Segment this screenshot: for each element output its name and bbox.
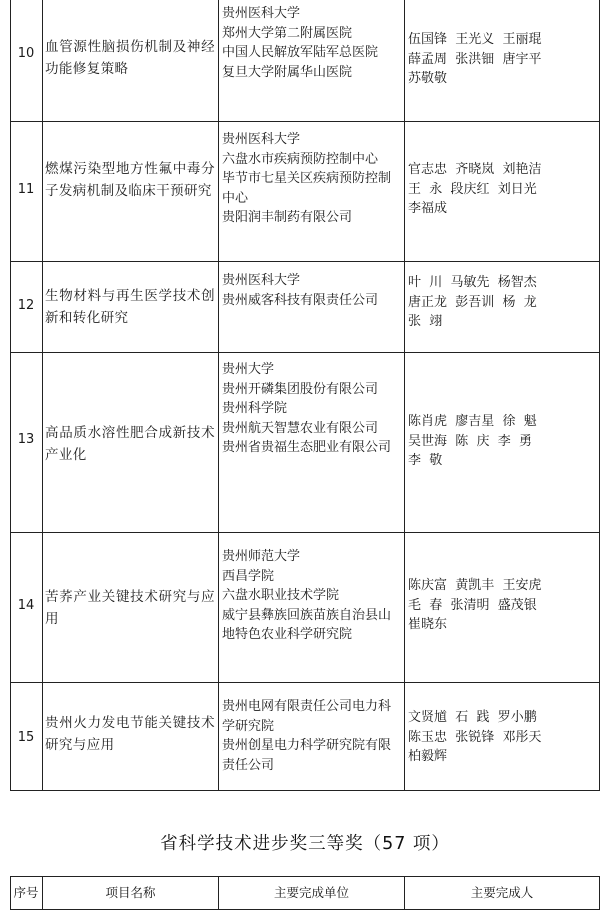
- unit: 六盘水市疾病预防控制中心: [222, 151, 379, 167]
- row-number: 11: [17, 182, 35, 197]
- row-number: 12: [17, 298, 35, 313]
- project-name: 燃煤污染型地方性氟中毒分子发病机制及临床干预研究: [45, 161, 215, 199]
- row-divider: [10, 352, 599, 353]
- project-name: 贵州火力发电节能关键技术研究与应用: [45, 715, 215, 753]
- unit: 郑州大学第二附属医院: [222, 25, 353, 41]
- table-column-divider: [218, 0, 219, 791]
- row-number: 13: [17, 432, 35, 447]
- people-line: 叶 川 马敏先 杨智杰: [408, 275, 537, 290]
- unit: 贵阳润丰制药有限公司: [222, 210, 353, 226]
- header-units: 主要完成单位: [273, 885, 349, 900]
- project-name: 血管源性脑损伤机制及神经功能修复策略: [45, 39, 215, 77]
- completion-units: [222, 4, 402, 82]
- people-line: 王 永 段庆红 刘日光: [408, 181, 537, 197]
- completion-people: [408, 576, 596, 635]
- row-divider: [10, 532, 599, 533]
- people-line: 李 敬: [408, 453, 443, 469]
- unit: 复旦大学附属华山医院: [222, 64, 353, 80]
- unit: 西昌学院: [222, 568, 275, 584]
- completion-people: [408, 30, 596, 89]
- row-divider: [10, 261, 599, 262]
- header-project-name: 项目名称: [105, 885, 156, 900]
- people-line: 苏敬敬: [408, 71, 448, 87]
- unit: 贵州省贵福生态肥业有限公司: [222, 440, 392, 456]
- header-number: 序号: [13, 885, 39, 900]
- unit: 贵州电网有限责任公司电力科学研究院: [222, 699, 392, 734]
- people-line: 薛孟周 张洪钿 唐宇平: [408, 51, 542, 67]
- people-line: 唐正龙 彭吾训 杨 龙: [408, 294, 537, 310]
- unit: 贵州医科大学: [222, 132, 301, 147]
- people-line: 毛 春 张清明 盛茂银: [408, 597, 537, 613]
- completion-people: [408, 708, 596, 767]
- table-border-left: [10, 0, 11, 791]
- completion-people: [408, 160, 596, 219]
- people-line: 官志忠 齐晓岚 刘艳洁: [408, 162, 542, 177]
- row-divider: [10, 682, 599, 683]
- completion-units: [222, 271, 402, 310]
- row-number: 15: [17, 730, 35, 745]
- row-number: 10: [17, 46, 35, 61]
- people-line: 陈玉忠 张锐锋 邓彤天: [408, 729, 542, 745]
- people-line: 陈肖虎 廖吉星 徐 魁: [408, 414, 537, 429]
- people-line: 李福成: [408, 201, 448, 217]
- project-name: 苦荞产业关键技术研究与应用: [45, 589, 215, 627]
- header-border-right: [599, 876, 600, 910]
- unit: 中国人民解放军陆军总医院: [222, 45, 379, 61]
- section-title: 省科学技术进步奖三等奖（57 项）: [160, 834, 450, 854]
- row-divider: [10, 121, 599, 122]
- people-line: 柏毅辉: [408, 749, 448, 765]
- table-column-divider: [42, 0, 43, 791]
- unit: 贵州航天智慧农业有限公司: [222, 420, 379, 436]
- people-line: 文贤馗 石 践 罗小鹏: [408, 710, 537, 725]
- unit: 贵州威客科技有限责任公司: [222, 292, 379, 308]
- completion-people: [408, 412, 596, 471]
- table-border-right: [599, 0, 600, 791]
- unit: 贵州科学院: [222, 401, 288, 417]
- table-column-divider: [404, 0, 405, 791]
- unit: 毕节市七星关区疾病预防控制中心: [222, 171, 392, 206]
- completion-people: [408, 273, 596, 332]
- people-line: 伍国锋 王光义 王丽琨: [408, 32, 542, 47]
- completion-units: [222, 360, 402, 458]
- people-line: 张 翊: [408, 314, 443, 330]
- unit: 贵州医科大学: [222, 273, 301, 288]
- unit: 贵州大学: [222, 362, 275, 377]
- unit: 六盘水职业技术学院: [222, 588, 340, 604]
- header-border-bottom: [10, 909, 600, 910]
- header-people: 主要完成人: [470, 885, 534, 900]
- project-name: 高品质水溶性肥合成新技术产业化: [45, 425, 215, 463]
- completion-units: [222, 130, 402, 228]
- project-name: 生物材料与再生医学技术创新和转化研究: [45, 288, 215, 326]
- table-border-bottom: [10, 790, 599, 791]
- unit: 贵州医科大学: [222, 6, 301, 21]
- unit: 贵州师范大学: [222, 549, 301, 564]
- people-line: 崔晓东: [408, 617, 448, 633]
- row-number: 14: [17, 598, 35, 613]
- completion-units: [222, 547, 402, 645]
- completion-units: [222, 697, 402, 775]
- unit: 贵州创星电力科学研究院有限责任公司: [222, 738, 392, 773]
- unit: 威宁县彝族回族苗族自治县山地特色农业科学研究院: [222, 607, 392, 643]
- people-line: 吴世海 陈 庆 李 勇: [408, 433, 533, 449]
- unit: 贵州开磷集团股份有限公司: [222, 381, 379, 397]
- people-line: 陈庆富 黄凯丰 王安虎: [408, 578, 542, 593]
